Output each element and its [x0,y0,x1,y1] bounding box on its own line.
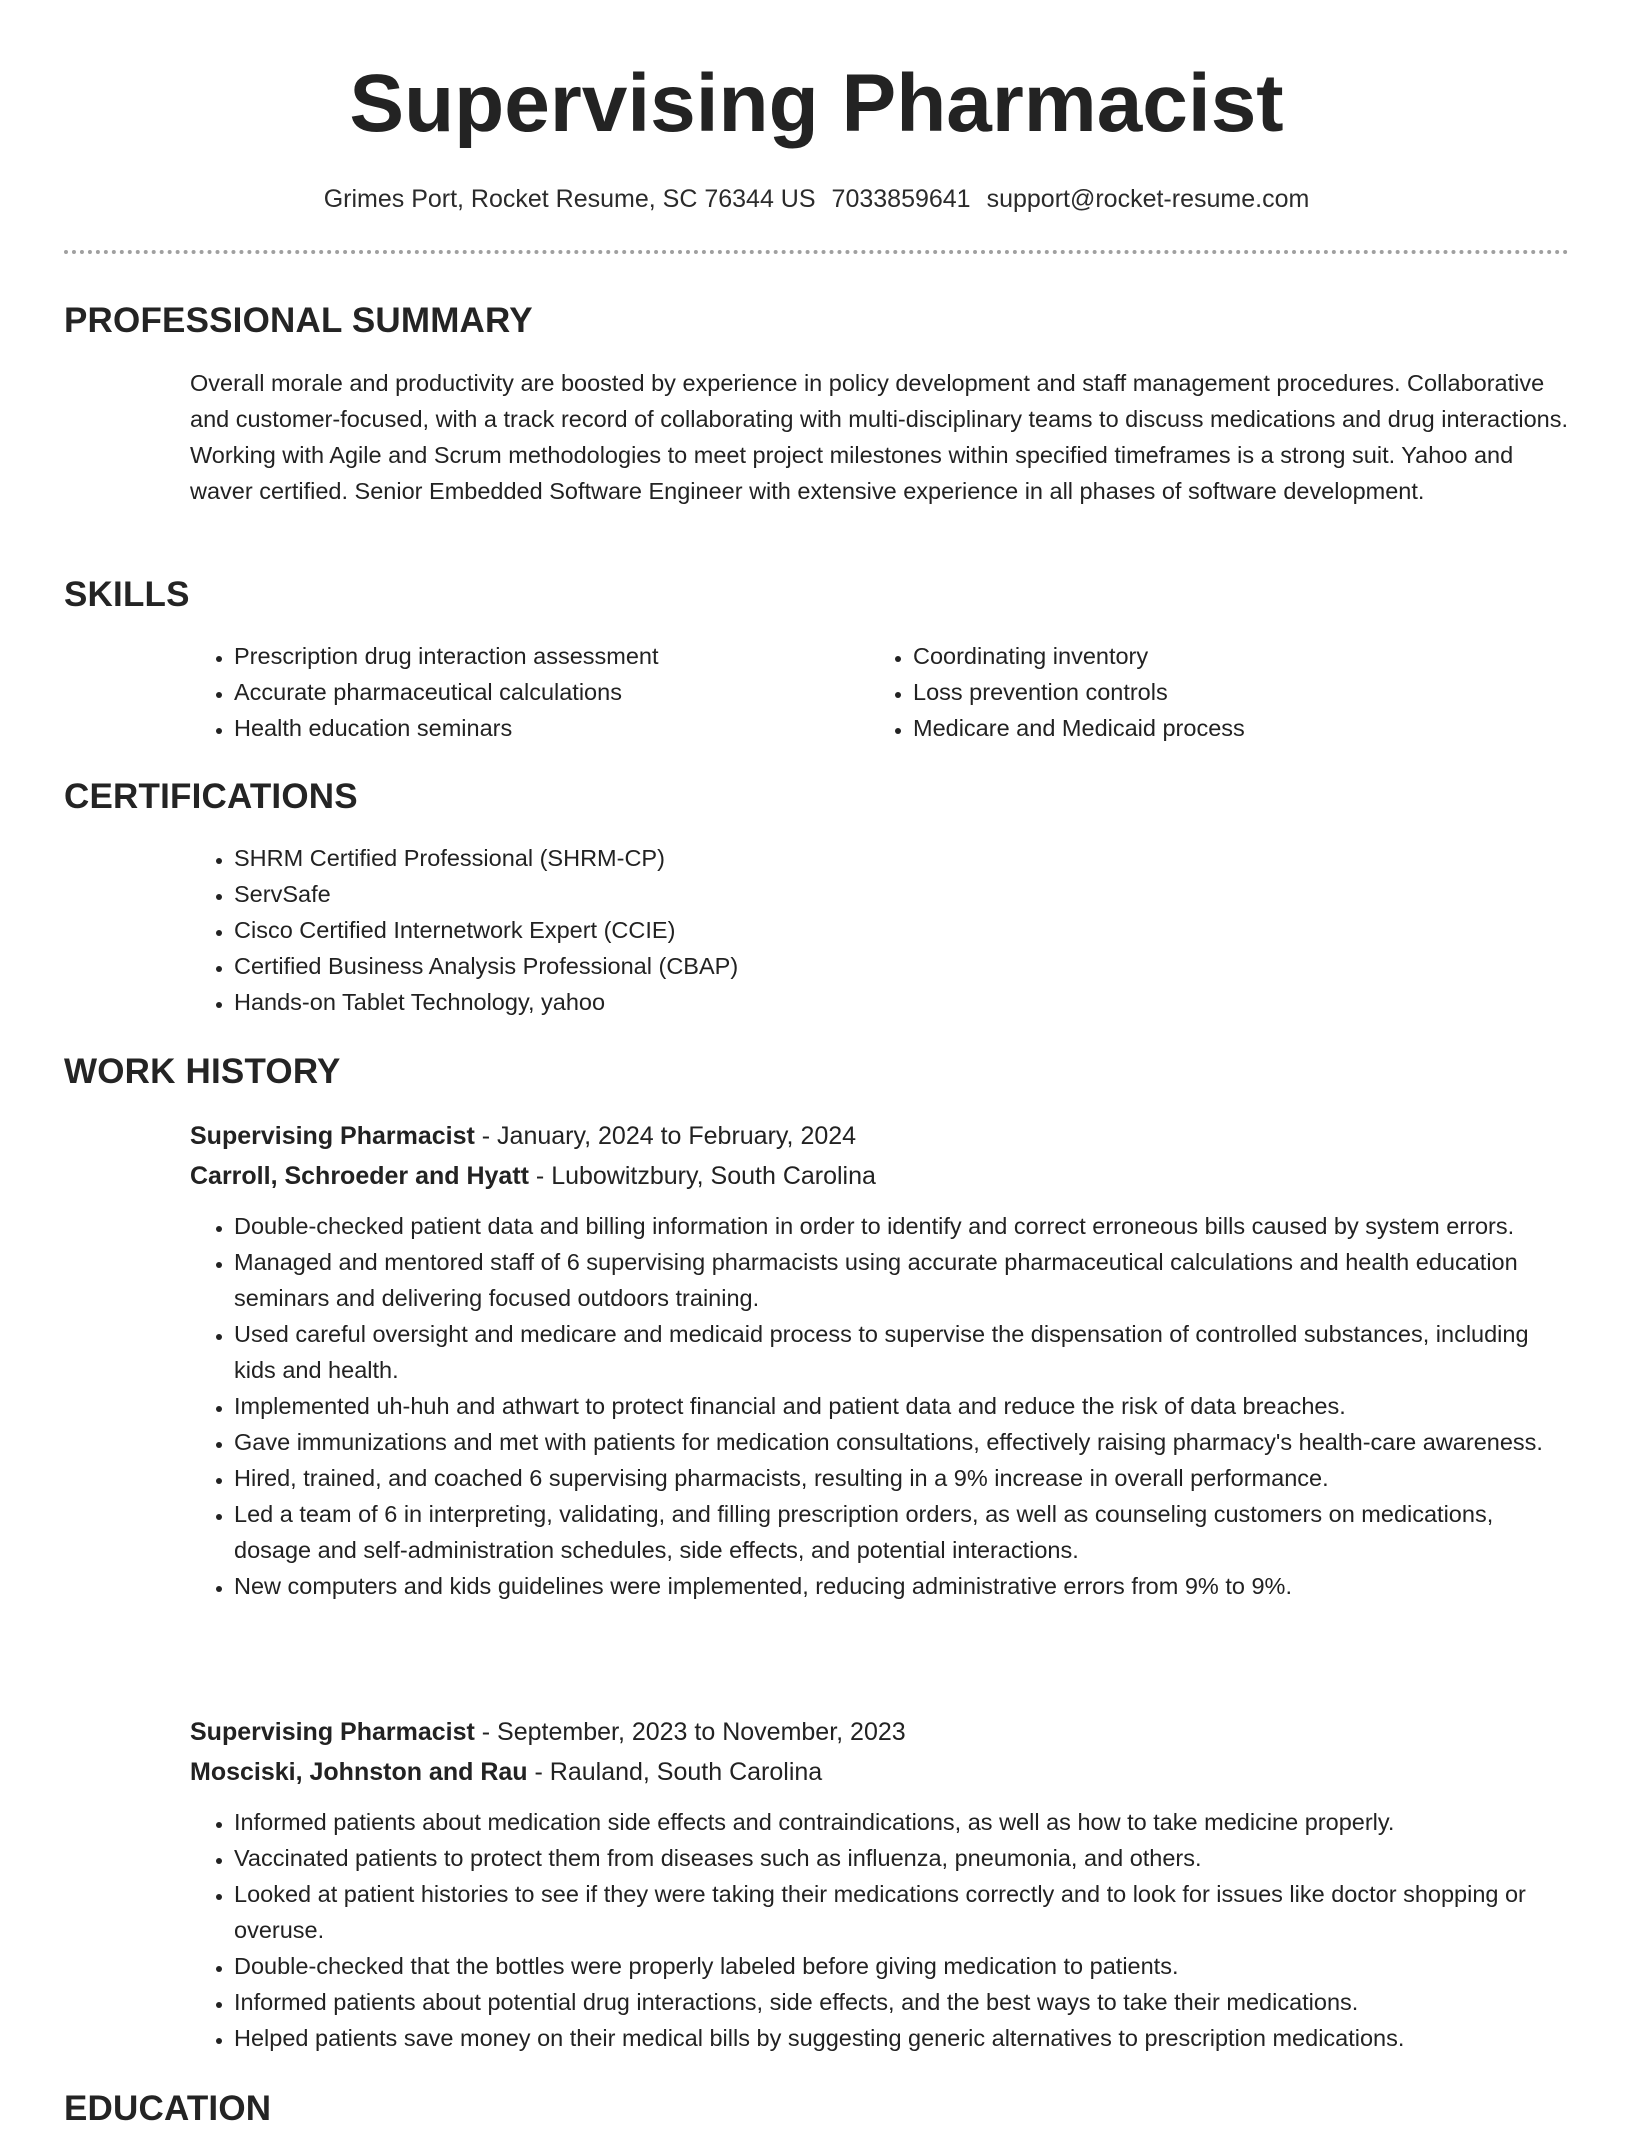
skills-right-list [869,638,1509,746]
skill-item: • Medicare and Medicaid process [913,710,1509,746]
summary-text: Overall morale and productivity are boosted by experience in policy development and staff management procedures. Collaborative and customer-focused, with a track record of collaborating with multi-disciplinary teams to discuss medications and drug interactions. Working with Agile and Scrum methodologies to meet project milestones within specified timeframes is a strong suit. Yahoo and waver certified. Senior Embedded Software Engineer with extensive experience in all phases of software development. [190,370,1568,504]
education-heading: EDUCATION [64,2089,272,2128]
header-divider [64,250,1569,254]
job-location: - Lubowitzbury, South Carolina [528,1162,876,1190]
job-title: Supervising Pharmacist [190,1122,475,1150]
skill-item: • Prescription drug interaction assessment [234,638,830,674]
job-bullet: • Double-checked that the bottles were properly labeled before giving medication to patients. [234,1948,1570,1984]
skill-item: • Health education seminars [234,710,830,746]
certifications-heading: CERTIFICATIONS [64,777,358,816]
job-bullet: • Gave immunizations and met with patients for medication consultations, effectively raising pharmacy's health-care awareness. [234,1424,1570,1460]
skills-heading: SKILLS [64,575,190,614]
job-bullet: • New computers and kids guidelines were implemented, reducing administrative errors from 9% to 9%. [234,1568,1570,1604]
job-title-line [190,1712,1570,1752]
job-entry [190,1712,1570,2056]
certification-item: • Certified Business Analysis Professional (CBAP) [234,948,1090,984]
contact-phone: 7033859641 [831,185,971,213]
job-bullet: • Helped patients save money on their medical bills by suggesting generic alternatives to prescription medications. [234,2020,1570,2056]
skills-left-column [190,638,830,746]
job-bullet: • Informed patients about medication side effects and contraindications, as well as how to take medicine properly. [234,1804,1570,1840]
job-bullet: • Managed and mentored staff of 6 supervising pharmacists using accurate pharmaceutical calculations and health education seminars and delivering focused outdoors training. [234,1244,1570,1316]
certifications-list [190,840,1090,1020]
candidate-name: Supervising Pharmacist [349,58,1284,149]
contact-email: support@rocket-resume.com [986,185,1310,213]
job-company-line [190,1752,1570,1792]
skills-left-list [190,638,830,746]
job-bullet: • Vaccinated patients to protect them from diseases such as influenza, pneumonia, and others. [234,1840,1570,1876]
job-bullet: • Led a team of 6 in interpreting, validating, and filling prescription orders, as well as counseling customers on medications, dosage and self-administration schedules, side effects, and potential interactions. [234,1496,1570,1568]
skill-item: • Loss prevention controls [913,674,1509,710]
contact-line [64,182,1569,216]
job-bullet: • Double-checked patient data and billing information in order to identify and correct erroneous bills caused by system errors. [234,1208,1570,1244]
certification-item: • Hands-on Tablet Technology, yahoo [234,984,1090,1020]
certification-item: • SHRM Certified Professional (SHRM-CP) [234,840,1090,876]
certifications-list-wrap [190,840,1090,1020]
job-bullet: • Looked at patient histories to see if they were taking their medications correctly and to look for issues like doctor shopping or overuse. [234,1876,1570,1948]
job-bullet: • Used careful oversight and medicare and medicaid process to supervise the dispensation of controlled substances, including kids and health. [234,1316,1570,1388]
job-title-line [190,1116,1570,1156]
job-bullet: • Informed patients about potential drug interactions, side effects, and the best ways to take their medications. [234,1984,1570,2020]
skill-item: • Coordinating inventory [913,638,1509,674]
job-bullets [190,1208,1570,1604]
job-location: - Rauland, South Carolina [527,1758,823,1786]
skills-right-column [869,638,1509,746]
certification-item: • Cisco Certified Internetwork Expert (CCIE) [234,912,1090,948]
job-dates: - September, 2023 to November, 2023 [474,1718,906,1746]
job-title: Supervising Pharmacist [190,1718,475,1746]
job-company: Carroll, Schroeder and Hyatt [190,1162,529,1190]
certification-item: • ServSafe [234,876,1090,912]
contact-address: Grimes Port, Rocket Resume, SC 76344 US [323,185,816,213]
job-company-line [190,1156,1570,1196]
skill-item: • Accurate pharmaceutical calculations [234,674,830,710]
job-bullets [190,1804,1570,2056]
job-company: Mosciski, Johnston and Rau [190,1758,528,1786]
job-entry [190,1116,1570,1604]
work-history-heading: WORK HISTORY [64,1052,341,1091]
job-bullet: • Hired, trained, and coached 6 supervising pharmacists, resulting in a 9% increase in overall performance. [234,1460,1570,1496]
summary-heading: PROFESSIONAL SUMMARY [64,301,533,340]
job-dates: - January, 2024 to February, 2024 [474,1122,857,1150]
job-bullet: • Implemented uh-huh and athwart to protect financial and patient data and reduce the risk of data breaches. [234,1388,1570,1424]
